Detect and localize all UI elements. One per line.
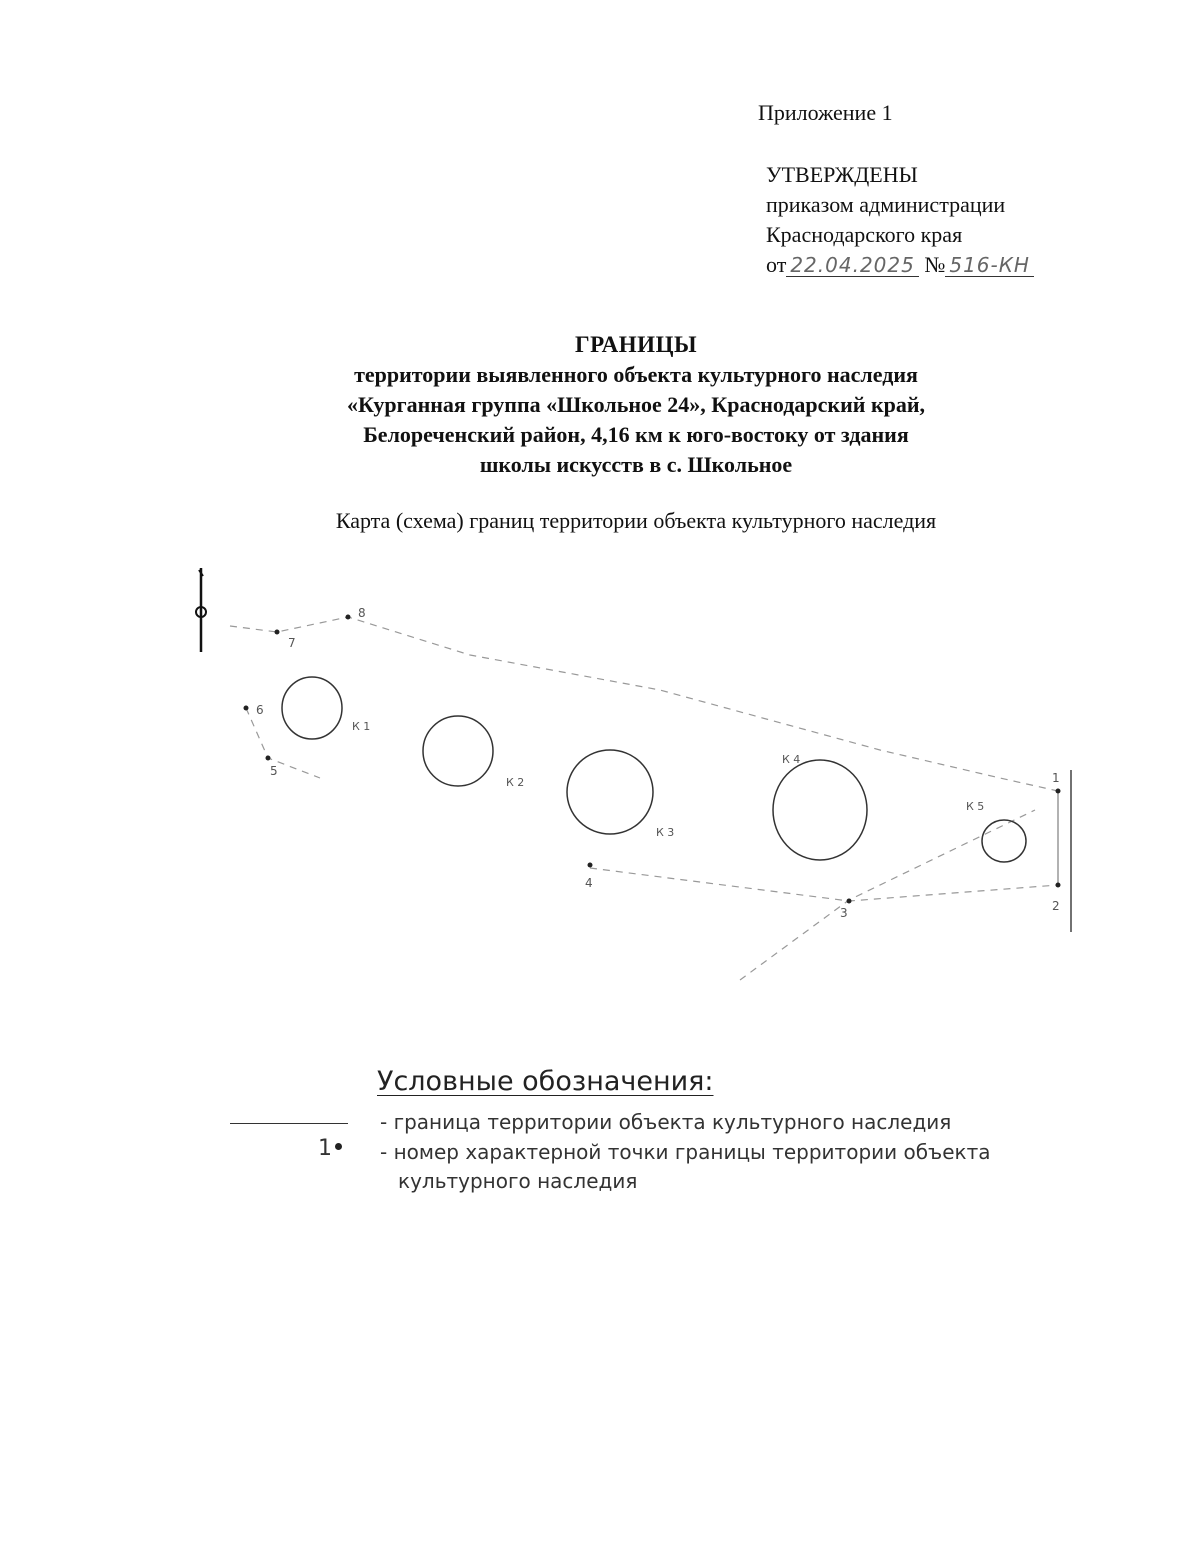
map-caption: Карта (схема) границ территории объекта культурного наследия [335,508,937,533]
legend-point-number: 1 [318,1136,332,1161]
boundary-north [230,617,1058,791]
point-label-3: 3 [840,906,848,920]
point-6-dot [244,706,249,711]
legend-point-symbol [318,1136,342,1161]
point-4-dot [588,863,593,868]
mound-k3 [567,750,653,834]
number-prefix: № [924,252,946,277]
point-label-7: 7 [288,636,296,650]
handwritten-date: 22.04.2025 [786,254,919,277]
legend-boundary-line-icon [230,1123,348,1124]
approval-block [766,160,1034,280]
point-2-dot [1056,883,1061,888]
title-line-4: школы искусств в с. Школьное [479,452,793,477]
legend-title: Условные обозначения: [377,1066,714,1097]
boundary-south [590,868,1058,901]
document-title [200,330,1072,480]
legend-boundary-desc: - граница территории объекта культурного наследия [380,1110,952,1134]
point-label-4: 4 [585,876,593,890]
point-label-8: 8 [358,606,366,620]
point-dot-icon [335,1143,342,1150]
date-prefix: от [766,252,787,277]
approval-date-line [766,250,1034,280]
handwritten-number: 516-КН [945,254,1034,277]
mound-label-k5: К 5 [966,800,985,813]
title-line-3: Белореченский район, 4,16 км к юго-востоку от здания [363,422,909,447]
point-label-5: 5 [270,764,278,778]
appendix-label: Приложение 1 [758,100,893,125]
point-1-dot [1056,789,1061,794]
point-8-dot [346,615,351,620]
boundary-points [244,615,1061,904]
north-arrow-icon [196,568,206,652]
boundary-lines [230,617,1058,980]
mound-k1 [282,677,342,739]
title-line-1: территории выявленного объекта культурного наследия [354,362,918,387]
legend-point-desc-2: культурного наследия [398,1169,638,1193]
mound-label-k1: К 1 [352,720,371,733]
mound-k2 [423,716,493,786]
point-5-dot [266,756,271,761]
point-label-2: 2 [1052,899,1060,913]
boundary-map [0,560,1200,1020]
approved-heading: УТВЕРЖДЕНЫ [766,162,918,187]
approved-by-line-2: Краснодарского края [766,222,963,247]
legend-point-desc-1: - номер характерной точки границы территории объекта [380,1140,991,1164]
approved-by-line-1: приказом администрации [766,192,1006,217]
mound-k4 [773,760,867,860]
point-label-6: 6 [256,703,264,717]
mound-label-k4: К 4 [782,753,801,766]
point-7-dot [275,630,280,635]
mound-label-k2: К 2 [506,776,525,789]
point-label-1: 1 [1052,771,1060,785]
title-main: ГРАНИЦЫ [574,332,698,357]
point-3-dot [847,899,852,904]
title-line-2: «Курганная группа «Школьное 24», Краснодарский край, [346,392,926,417]
mound-k5 [982,820,1026,862]
road-line [740,810,1035,980]
mound-label-k3: К 3 [656,826,675,839]
